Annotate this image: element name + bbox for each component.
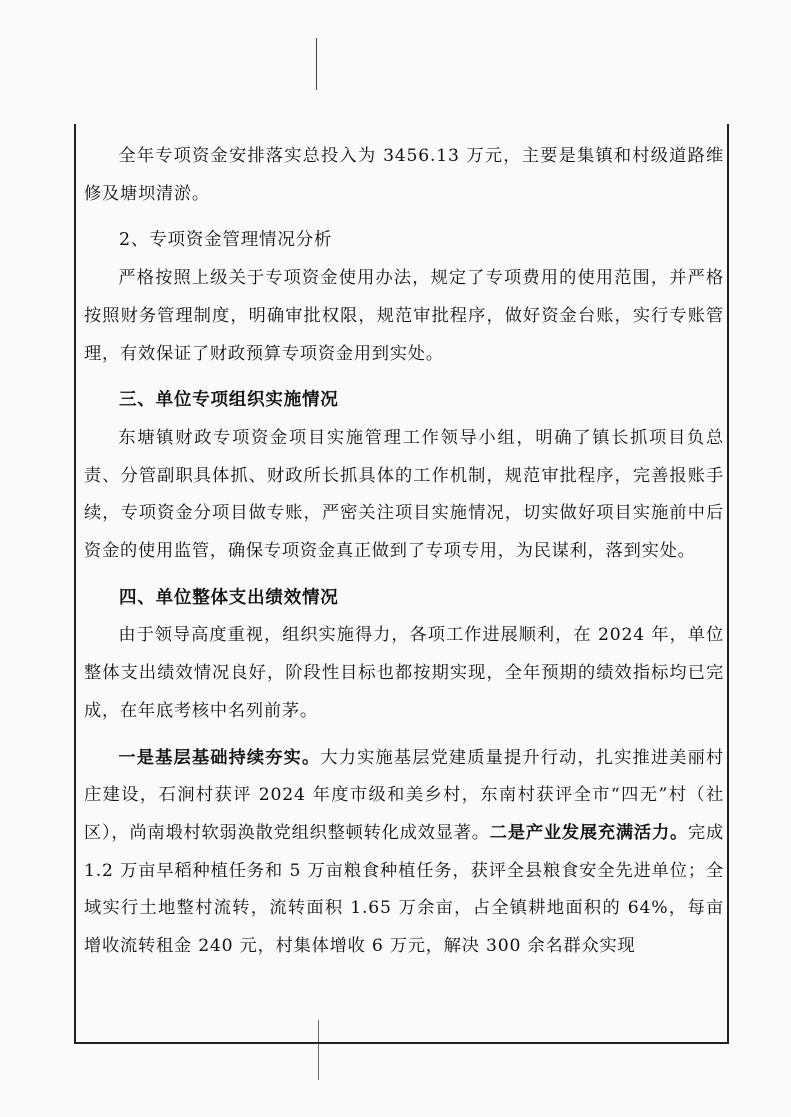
paragraph-funding-total: 全年专项资金安排落实总投入为 3456.13 万元，主要是集镇和村级道路维修及塘坝清淤。 [84,146,724,204]
paragraph-performance: 由于领导高度重视，组织实施得力，各项工作进展顺利，在 2024 年，单位整体支出绩效情况良好，阶段性目标也都按期实现，全年预期的绩效指标均已完成，在年底考核中名列前茅。 [84,625,724,721]
achievement-text-1: 大力实施基层党建质量提升行动，扎实推进美丽村庄建设，石涧村获评 2024 年度市级和美乡村，东南村获评全市“四无”村（社区），尚南塅村软弱涣散党组织整顿转化成效显著。 [84,747,724,843]
heading-implementation: 三、单位专项组织实施情况 [119,390,339,411]
document-body [84,138,724,966]
paragraph-achievements [84,740,724,966]
achievement-lead-1: 一是基层基础持续夯实。 [118,747,321,768]
achievement-text-2: 完成 1.2 万亩早稻种植任务和 5 万亩粮食种植任务，获评全县粮食安全先进单位；全域实行土地整村流转，流转面积 1.65 万余亩，占全镇耕地面积的 64%，每亩增收流转租金 240 元，村集体增收 6 万元，解决 300 余名群众实现 [84,822,724,957]
paragraph-implementation: 东塘镇财政专项资金项目实施管理工作领导小组，明确了镇长抓项目负总责、分管副职具体抓、财政所长抓具体的工作机制，规范审批程序，完善报账手续，专项资金分项目做专账，严密关注项目实施情况，切实做好项目实施前中后资金的使用监管，确保专项资金真正做到了专项专用，为民谋利，落到实处。 [84,427,724,562]
heading-performance: 四、单位整体支出绩效情况 [119,587,339,608]
heading-fund-management: 2、专项资金管理情况分析 [119,230,333,251]
scan-mark-top [316,38,317,90]
paragraph-fund-management: 严格按照上级关于专项资金使用办法，规定了专项费用的使用范围，并严格按照财务管理制度，明确审批权限，规范审批程序，做好资金台账，实行专账管理，有效保证了财政预算专项资金用到实处。 [84,268,724,364]
achievement-lead-2: 二是产业发展充满活力。 [489,822,688,843]
